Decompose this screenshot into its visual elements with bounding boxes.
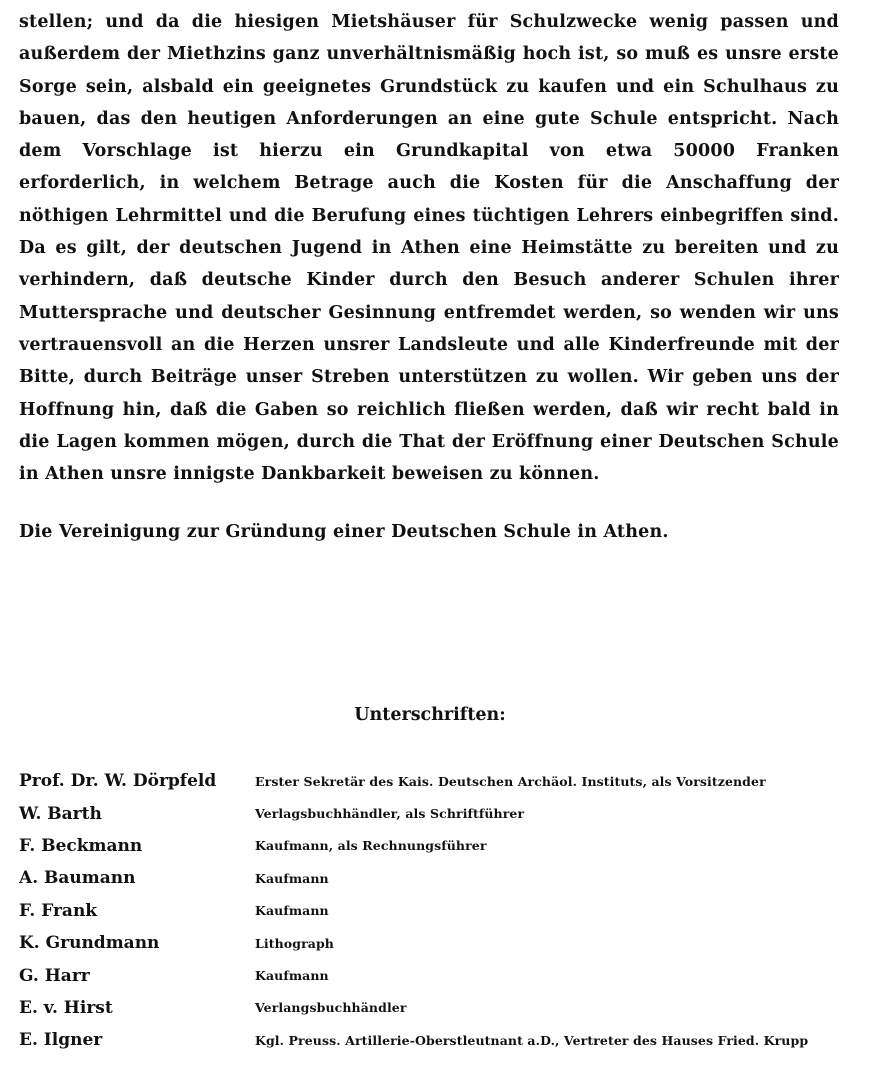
signatory-row xyxy=(19,959,859,991)
closing-statement: Die Vereinigung zur Gründung einer Deutschen Schule in Athen. xyxy=(19,522,669,542)
signatory-name: K. Grundmann xyxy=(19,933,160,954)
text-line: Da es gilt, der deutschen Jugend in Athen eine Heimstätte zu bereiten und zu xyxy=(19,238,839,259)
signatory-name: E. Ilgner xyxy=(19,1030,103,1051)
text-line: Bitte, durch Beiträge unser Streben unterstützen zu wollen. Wir geben uns der xyxy=(19,367,839,388)
signatory-role: Lithograph xyxy=(255,935,334,951)
signatory-name: E. v. Hirst xyxy=(19,997,113,1018)
signatory-name: F. Frank xyxy=(19,900,98,921)
signatory-role: Kaufmann, als Rechnungsführer xyxy=(255,838,487,854)
signatory-name: A. Baumann xyxy=(19,868,136,889)
signatory-name: W. Barth xyxy=(19,803,102,824)
signatory-row xyxy=(19,895,859,927)
text-line: die Lagen kommen mögen, durch die That der Eröffnung einer Deutschen Schule xyxy=(19,431,839,452)
signatory-row xyxy=(19,927,859,959)
text-line: Hoffnung hin, daß die Gaben so reichlich fließen werden, daß wir recht bald in xyxy=(19,399,839,420)
text-line: nöthigen Lehrmittel und die Berufung eines tüchtigen Lehrers einbegriffen sind. xyxy=(19,205,839,226)
signatory-role: Verlangsbuchhändler xyxy=(255,1000,407,1016)
signatures-heading: Unterschriften: xyxy=(354,705,506,725)
appeal-paragraph xyxy=(19,6,839,490)
signatory-row xyxy=(19,1024,859,1056)
signatory-role: Erster Sekretär des Kais. Deutschen Archäol. Instituts, als Vorsitzender xyxy=(255,773,766,789)
text-line: Muttersprache und deutscher Gesinnung entfremdet werden, so wenden wir uns xyxy=(19,302,839,323)
signatory-row xyxy=(19,992,859,1024)
signatory-row xyxy=(19,797,859,829)
signatory-row xyxy=(19,830,859,862)
signatories-list xyxy=(19,765,859,1057)
signatory-role: Verlagsbuchhändler, als Schriftführer xyxy=(255,806,525,822)
signatory-name: Prof. Dr. W. Dörpfeld xyxy=(19,771,217,792)
signatory-name: F. Beckmann xyxy=(19,835,143,856)
text-line: erforderlich, in welchem Betrage auch die Kosten für die Anschaffung der xyxy=(19,173,839,194)
signatory-role: Kaufmann xyxy=(255,903,329,919)
signatory-row xyxy=(19,862,859,894)
text-line: bauen, das den heutigen Anforderungen an eine gute Schule entspricht. Nach xyxy=(19,108,839,129)
signatory-role: Kaufmann xyxy=(255,968,329,984)
text-line: vertrauensvoll an die Herzen unsrer Landsleute und alle Kinderfreunde mit der xyxy=(19,334,839,355)
signatory-role: Kgl. Preuss. Artillerie-Oberstleutnant a.D., Vertreter des Hauses Fried. Krupp xyxy=(255,1032,809,1048)
text-line: außerdem der Miethzins ganz unverhältnismäßig hoch ist, so muß es unsre erste xyxy=(19,44,839,65)
text-line: stellen; und da die hiesigen Mietshäuser für Schulzwecke wenig passen und xyxy=(19,12,839,32)
text-line: dem Vorschlage ist hierzu ein Grundkapital von etwa 50000 Franken xyxy=(19,141,839,162)
text-line: verhindern, daß deutsche Kinder durch den Besuch anderer Schulen ihrer xyxy=(19,270,839,291)
text-line: Sorge sein, alsbald ein geeignetes Grundstück zu kaufen und ein Schulhaus zu xyxy=(19,76,839,97)
signatory-row xyxy=(19,765,859,797)
signatory-role: Kaufmann xyxy=(255,870,329,886)
signatory-name: G. Harr xyxy=(19,965,90,986)
text-line: in Athen unsre innigste Dankbarkeit beweisen zu können. xyxy=(19,464,600,485)
